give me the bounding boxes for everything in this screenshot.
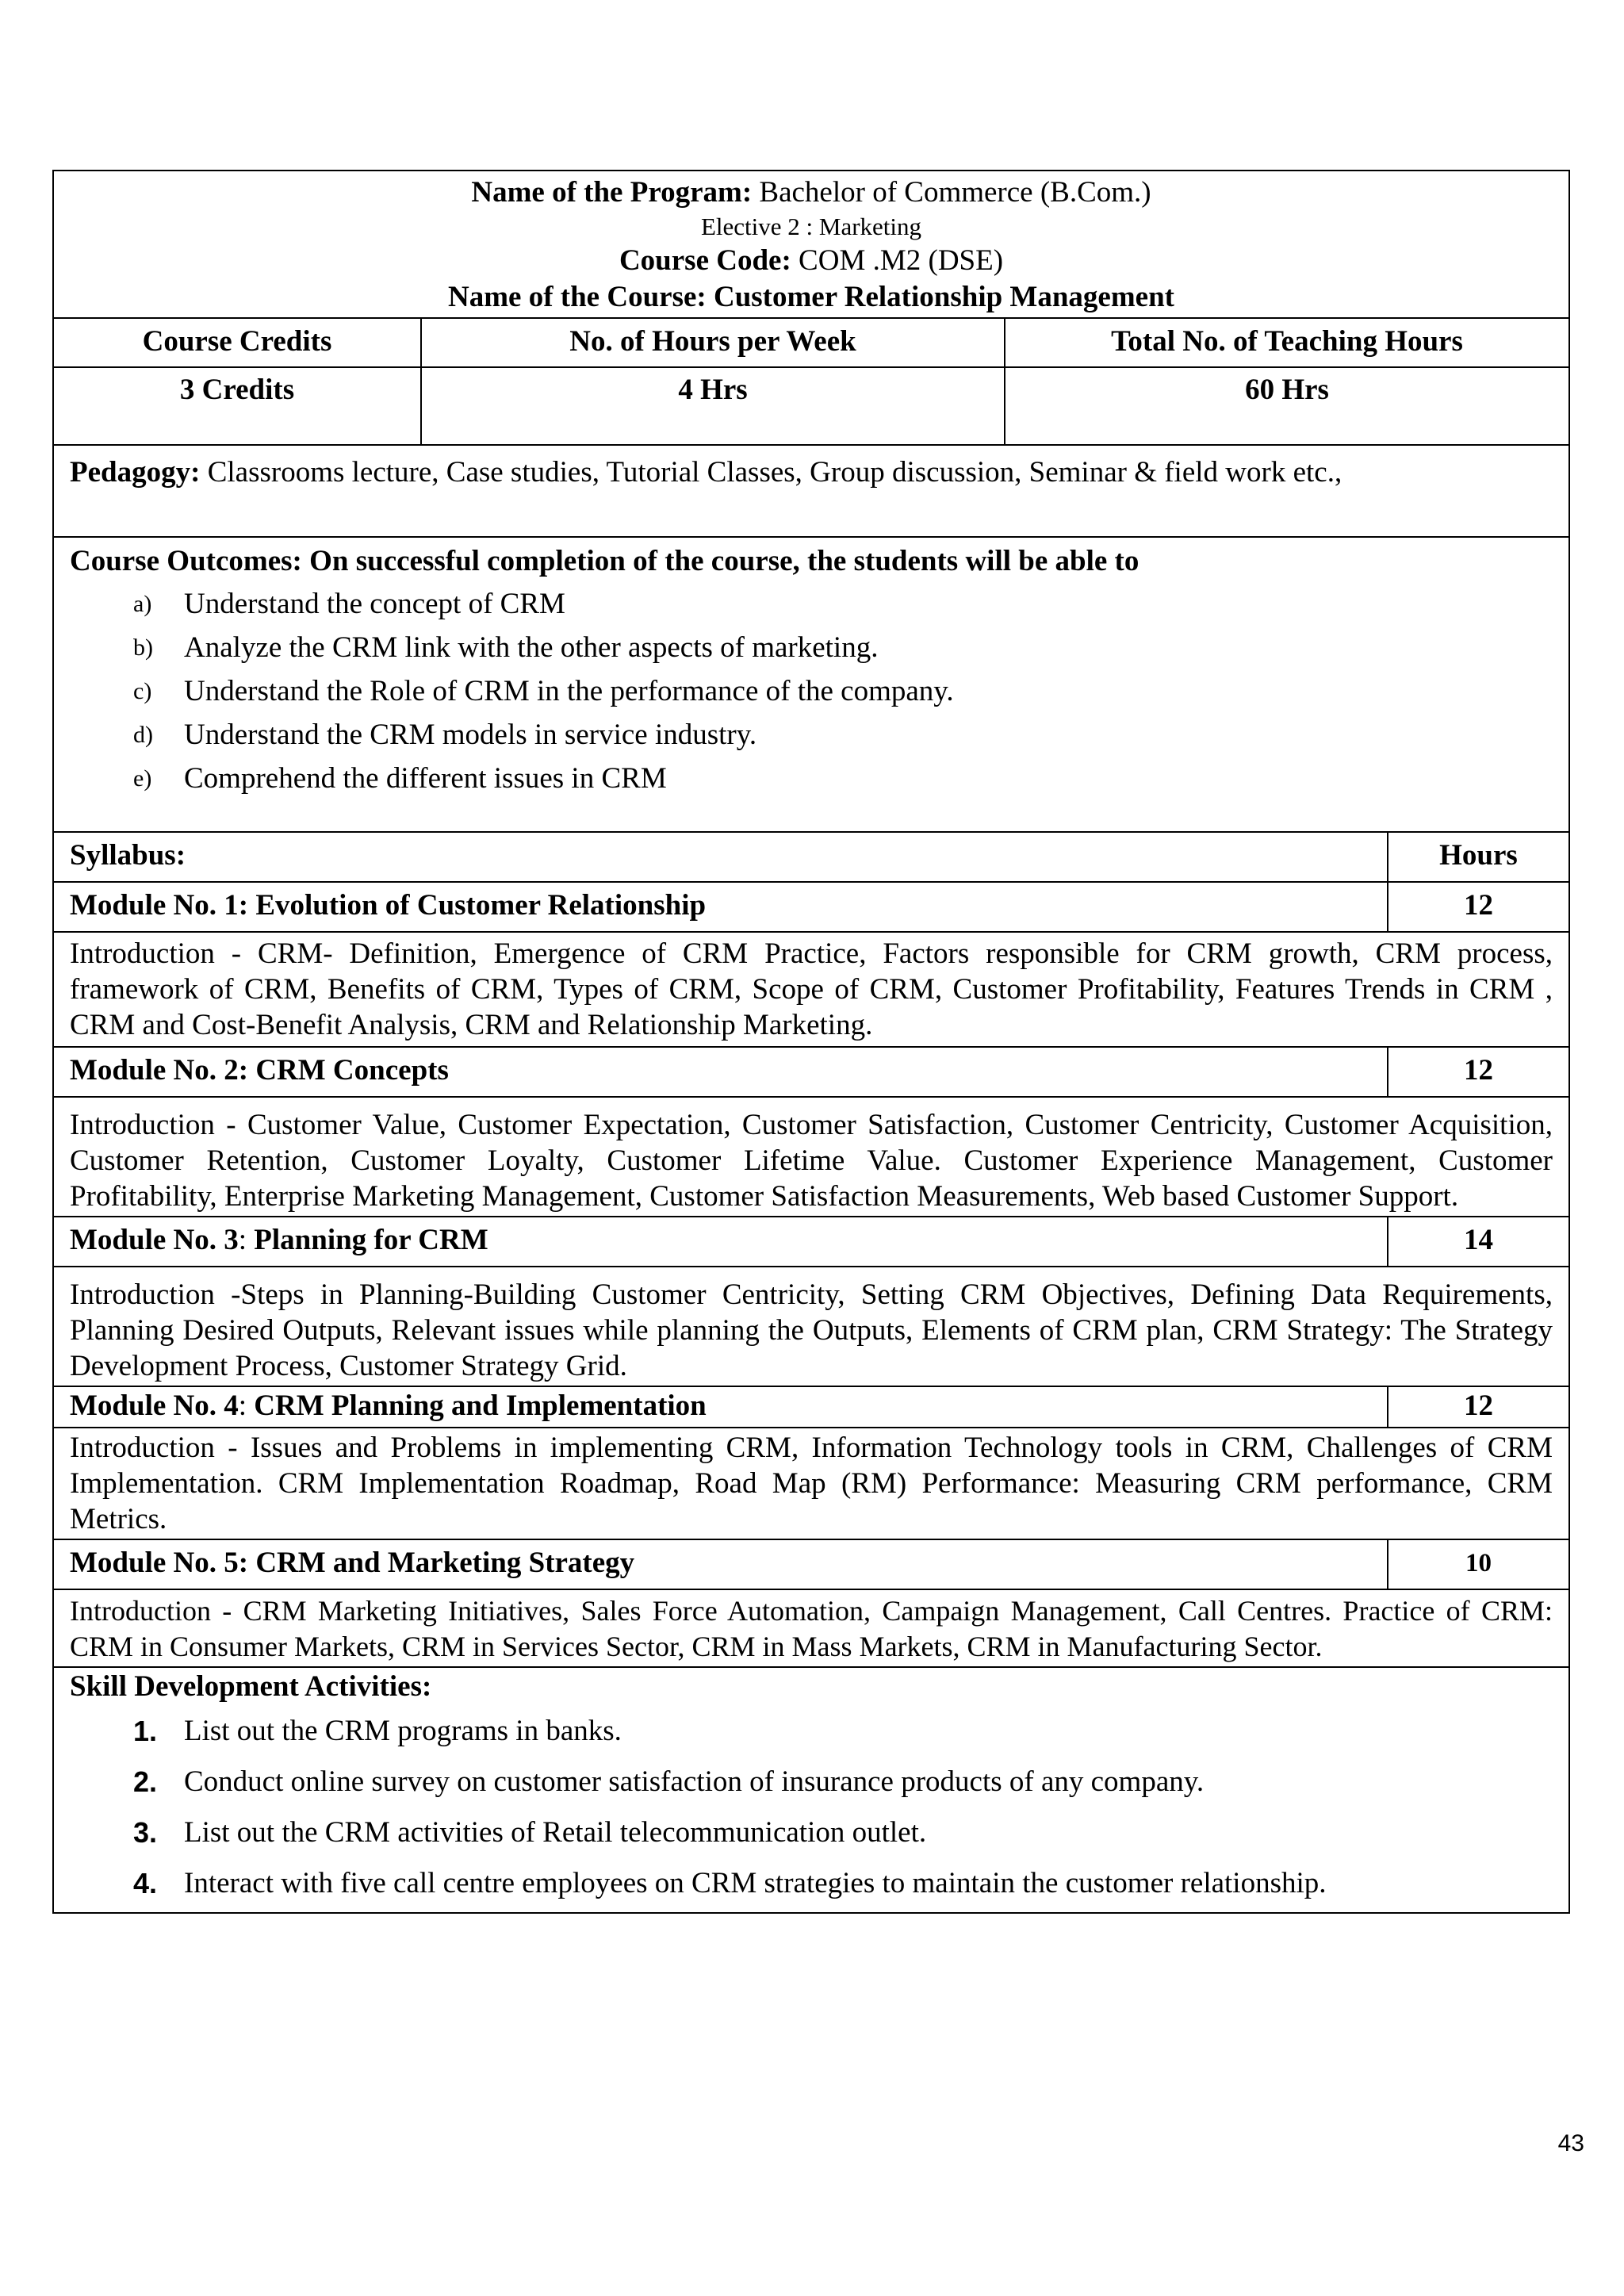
skill-text: Conduct online survey on customer satisfaction of insurance products of any company. <box>184 1765 1205 1798</box>
module-5-lead: Introduction - <box>70 1595 243 1627</box>
skill-text: List out the CRM programs in banks. <box>184 1715 622 1747</box>
module-hours: 10 <box>1465 1549 1492 1577</box>
skill-item <box>70 1706 1553 1757</box>
skills-title: Skill Development Activities: <box>70 1670 432 1703</box>
module-title-text: Module No. 2: CRM Concepts <box>70 1054 449 1087</box>
course-header <box>54 171 1568 319</box>
module-5-title-row <box>54 1540 1568 1590</box>
module-title-text: Module No. 5: CRM and Marketing Strategy <box>70 1547 635 1579</box>
skill-marker: 1. <box>133 1715 158 1747</box>
outcome-marker: a) <box>133 591 152 617</box>
hours-per-week-value-cell: 4 Hrs <box>422 368 1005 444</box>
credits-header-row <box>54 319 1568 368</box>
outcomes-title: Course Outcomes: On successful completion of the course, the students will be able to <box>70 545 1139 577</box>
hours-per-week-header-cell: No. of Hours per Week <box>422 319 1005 366</box>
credits-header-cell: Course Credits <box>54 319 422 366</box>
pedagogy-text: Classrooms lecture, Case studies, Tutorial Classes, Group discussion, Seminar & field work etc., <box>200 456 1342 489</box>
outcome-item <box>70 582 1553 626</box>
module-hours: 12 <box>1464 1389 1493 1422</box>
program-value: Bachelor of Commerce (B.Com.) <box>752 176 1151 209</box>
outcome-text: Understand the concept of CRM <box>184 588 565 620</box>
module-1-content: Introduction - CRM- Definition, Emergence of CRM Practice, Factors responsible for CRM growth, CRM process, framework of CRM, Benefits of CRM, Types of CRM, Scope of CRM, Customer Profitability, Features Trends in CRM , CRM and Cost-Benefit Analysis, CRM and Relationship Marketing. <box>54 933 1568 1048</box>
module-3-title-row <box>54 1217 1568 1267</box>
module-title <box>54 1540 1388 1589</box>
module-title-suffix: CRM Planning and Implementation <box>247 1389 707 1422</box>
skill-marker: 3. <box>133 1816 158 1849</box>
pedagogy-row <box>54 446 1568 538</box>
module-title-colon: : <box>238 1224 247 1256</box>
module-3-content: Introduction -Steps in Planning-Building Customer Centricity, Setting CRM Objectives, Defining Data Requirements, Planning Desired Outputs, Relevant issues while planning the Outputs, Elements of CRM plan, CRM Strategy: The Strategy Development Process, Customer Strategy Grid. <box>54 1267 1568 1387</box>
course-code-value: COM .M2 (DSE) <box>791 244 1004 277</box>
course-code-line <box>54 243 1568 279</box>
syllabus-document <box>52 170 1570 1914</box>
course-name: Name of the Course: Customer Relationship Management <box>448 281 1174 313</box>
hours-label: Hours <box>1439 839 1518 872</box>
module-2-content: Introduction - Customer Value, Customer Expectation, Customer Satisfaction, Customer Centricity, Customer Acquisition, Customer Retention, Customer Loyalty, Customer Lifetime Value. Customer Experience Management, Customer Profitability, Enterprise Marketing Management, Customer Satisfaction Measurements, Web based Customer Support. <box>54 1098 1568 1217</box>
course-code-label: Course Code: <box>619 244 791 277</box>
credits-value-cell: 3 Credits <box>54 368 422 444</box>
skill-development <box>54 1668 1568 1912</box>
module-title <box>54 1048 1388 1096</box>
outcome-marker: b) <box>133 634 153 661</box>
module-title-colon: : <box>238 1389 247 1422</box>
module-title-prefix: Module No. 3 <box>70 1224 239 1256</box>
program-line <box>54 174 1568 211</box>
outcome-text: Comprehend the different issues in CRM <box>184 762 667 795</box>
syllabus-label: Syllabus: <box>54 833 1388 881</box>
outcome-marker: d) <box>133 722 153 748</box>
skill-item <box>70 1858 1553 1909</box>
total-hours-header-cell: Total No. of Teaching Hours <box>1111 325 1463 358</box>
outcome-item <box>70 626 1553 669</box>
skill-text: List out the CRM activities of Retail telecommunication outlet. <box>184 1816 927 1849</box>
skill-marker: 4. <box>133 1867 158 1899</box>
module-4-title-row <box>54 1387 1568 1428</box>
course-outcomes <box>54 538 1568 833</box>
credits-value-row <box>54 368 1568 446</box>
page-number: 43 <box>1557 2130 1584 2156</box>
module-5-content <box>54 1590 1568 1668</box>
syllabus-header-row <box>54 833 1568 883</box>
outcome-item <box>70 713 1553 757</box>
outcome-text: Understand the Role of CRM in the performance of the company. <box>184 675 954 707</box>
outcome-item <box>70 669 1553 713</box>
program-label: Name of the Program: <box>471 176 753 209</box>
module-1-title-row <box>54 883 1568 933</box>
module-hours: 12 <box>1464 889 1493 922</box>
elective-line: Elective 2 : Marketing <box>700 213 922 240</box>
module-title-prefix: Module No. 4 <box>70 1389 239 1422</box>
pedagogy-label: Pedagogy: <box>70 456 201 489</box>
module-title <box>54 1217 1388 1266</box>
module-2-title-row <box>54 1048 1568 1098</box>
module-4-content: Introduction - Issues and Problems in implementing CRM, Information Technology tools in CRM, Challenges of CRM Implementation. CRM Implementation Roadmap, Road Map (RM) Performance: Measuring CRM performance, CRM Metrics. <box>54 1428 1568 1540</box>
outcome-item <box>70 757 1553 800</box>
module-title-suffix: Planning for CRM <box>247 1224 488 1256</box>
outcome-text: Understand the CRM models in service industry. <box>184 719 757 751</box>
module-title <box>54 1387 1388 1427</box>
skill-item <box>70 1757 1553 1807</box>
outcome-marker: e) <box>133 765 152 792</box>
module-hours: 14 <box>1464 1224 1493 1256</box>
module-title <box>54 883 1388 931</box>
skill-item <box>70 1807 1553 1858</box>
skill-marker: 2. <box>133 1765 158 1798</box>
outcome-marker: c) <box>133 678 152 704</box>
outcome-text: Analyze the CRM link with the other aspects of marketing. <box>184 631 879 664</box>
module-hours: 12 <box>1464 1054 1493 1087</box>
skill-text: Interact with five call centre employees on CRM strategies to maintain the customer relationship. <box>184 1867 1327 1899</box>
module-5-text: CRM Marketing Initiatives, Sales Force Automation, Campaign Management, Call Centres. Practice of CRM: CRM in Consumer Markets, CRM in Services Sector, CRM in Mass Markets, CRM in Manufacturing Sector. <box>70 1595 1553 1662</box>
total-hours-value-cell: 60 Hrs <box>1245 374 1329 406</box>
module-title-text: Module No. 1: Evolution of Customer Relationship <box>70 889 707 922</box>
